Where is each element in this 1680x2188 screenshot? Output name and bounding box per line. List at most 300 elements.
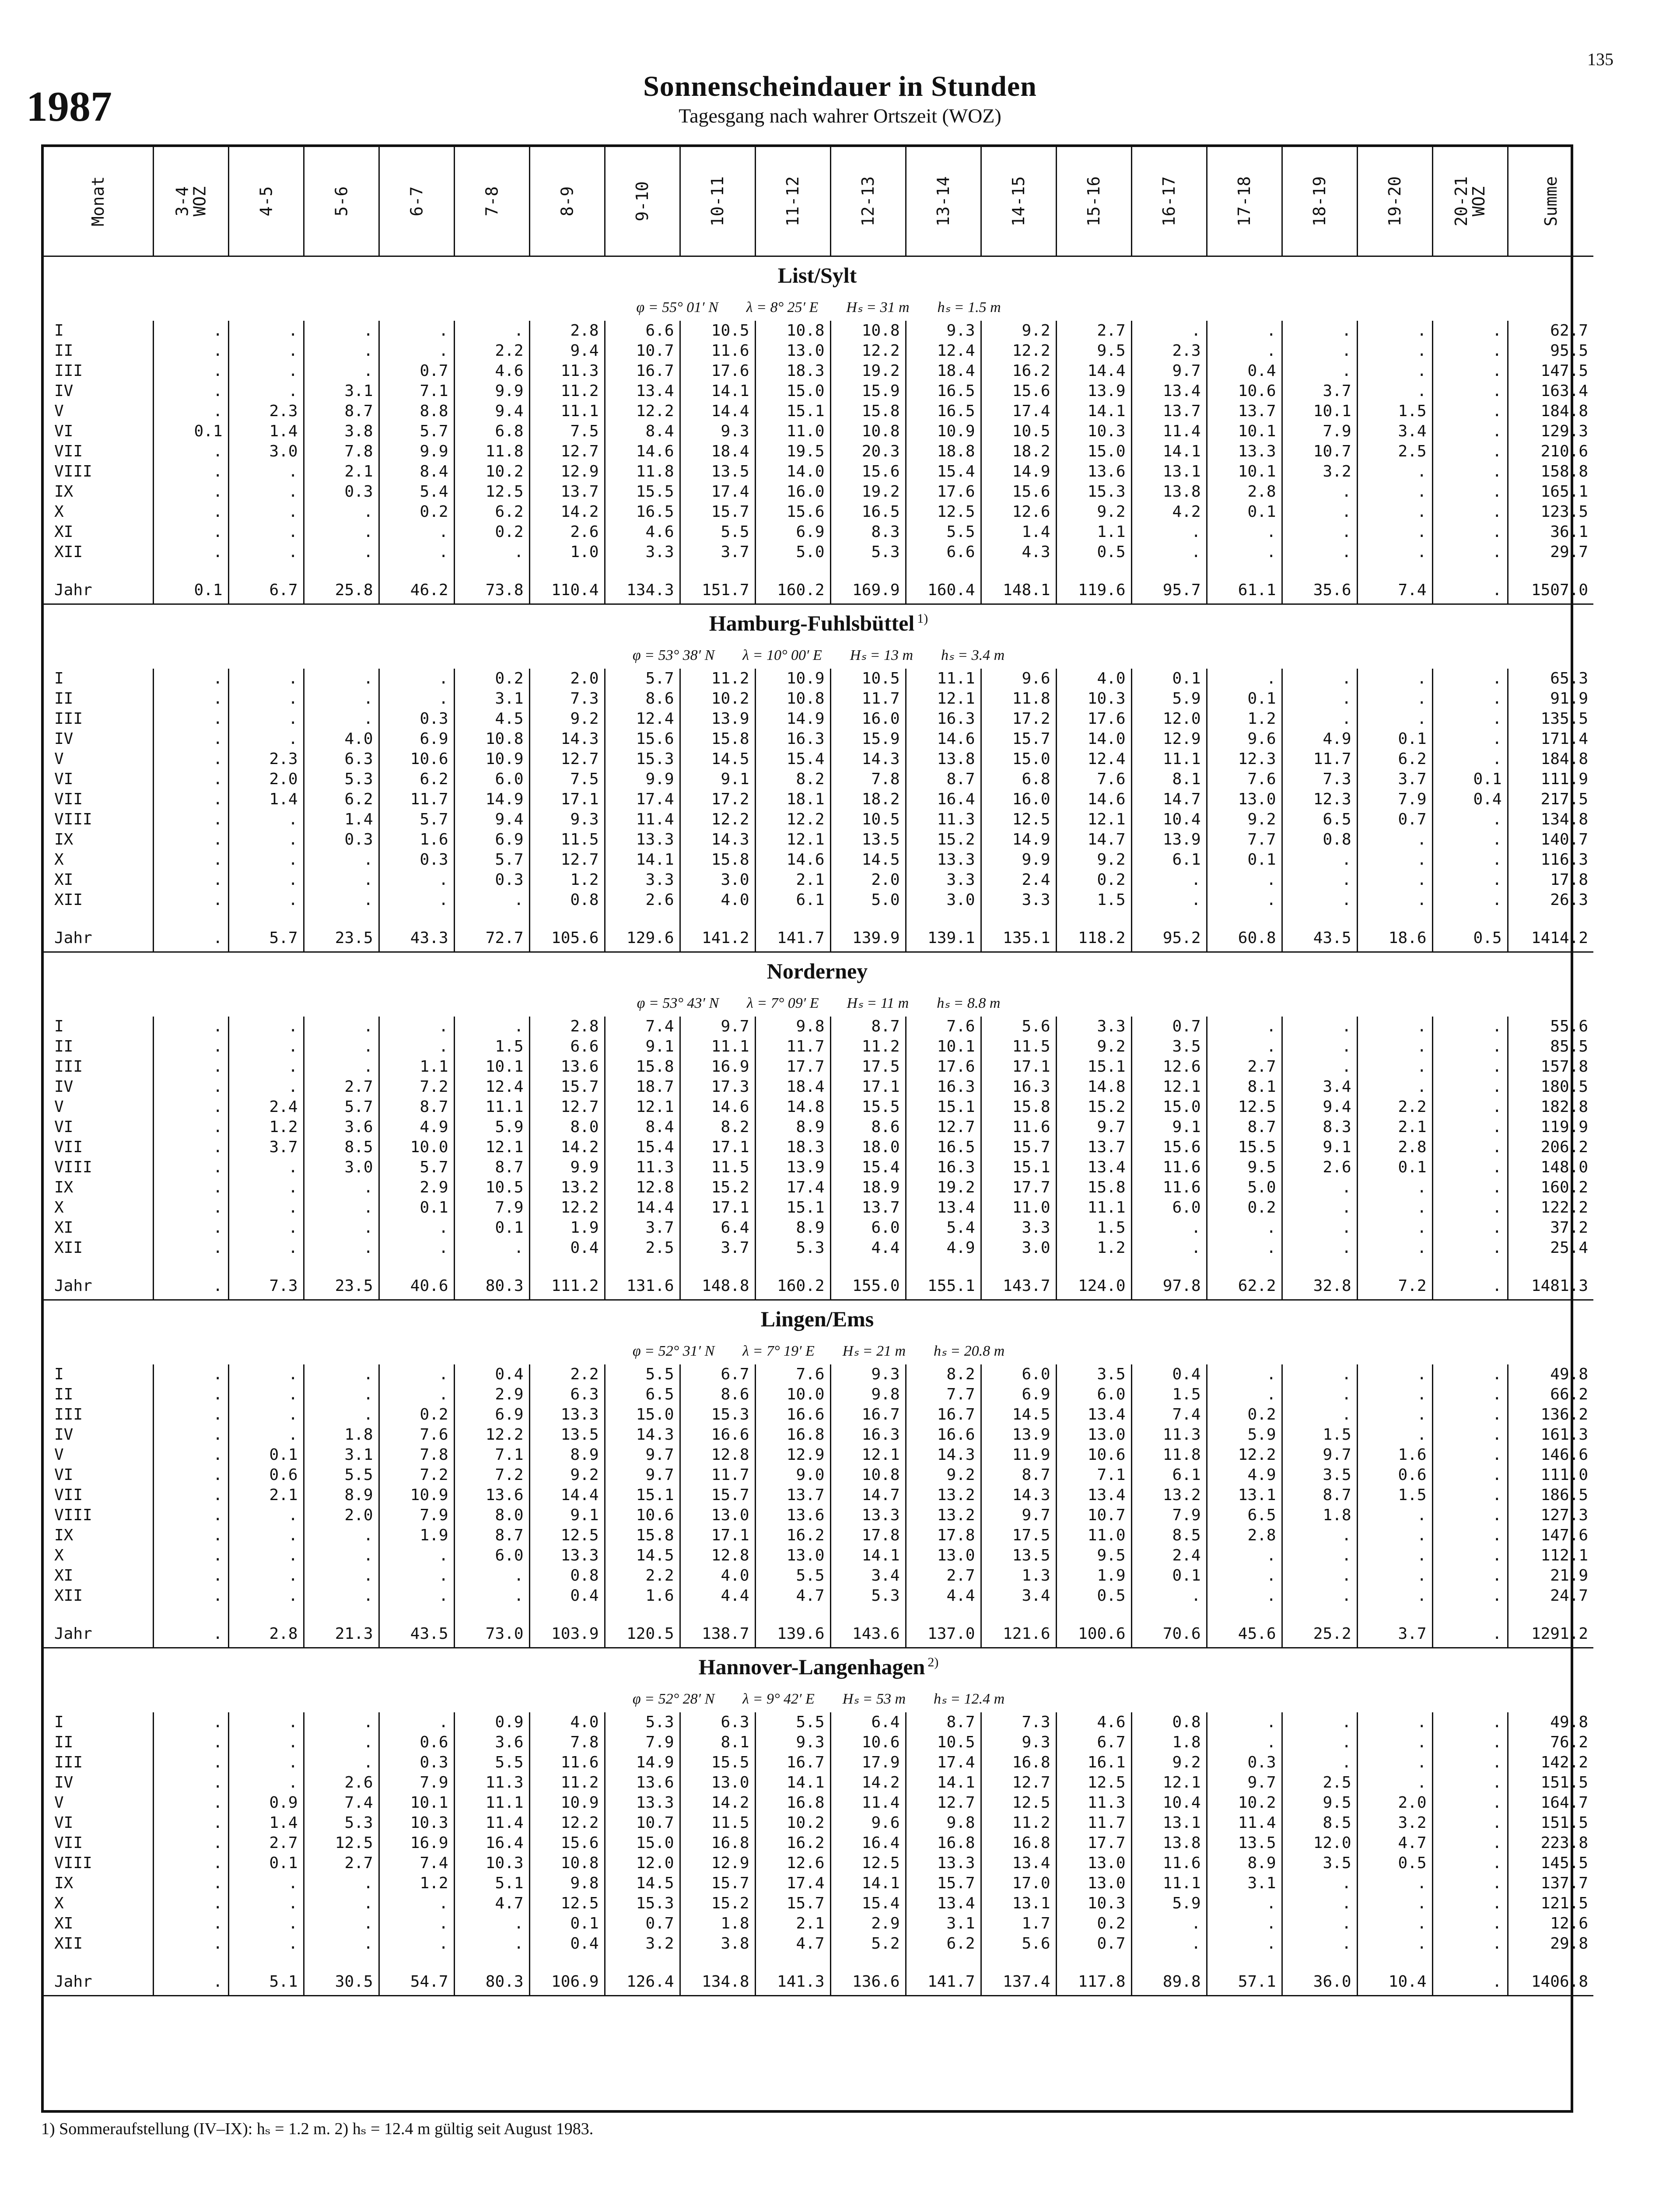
- column-header-label: 19-20: [1385, 176, 1404, 227]
- hour-cell: .: [1432, 1238, 1508, 1258]
- hour-cell: 1.8: [680, 1914, 755, 1934]
- hour-cell: 2.3: [228, 749, 304, 769]
- hour-cell: 4.7: [755, 1934, 830, 1954]
- hour-cell: .: [228, 1505, 304, 1525]
- hour-cell: 10.4: [1357, 1969, 1432, 1996]
- hour-cell: 13.5: [680, 462, 755, 482]
- hour-cell: 141.7: [755, 925, 830, 952]
- column-header-label: 8-9: [557, 186, 577, 217]
- hour-cell: 13.0: [1207, 789, 1282, 810]
- hour-cell: .: [379, 870, 454, 890]
- hour-cell: .: [228, 1773, 304, 1793]
- hour-cell: .: [379, 1385, 454, 1405]
- hour-cell: 13.9: [1056, 381, 1131, 401]
- hour-cell: .: [228, 1525, 304, 1546]
- hour-cell: 12.9: [680, 1853, 755, 1873]
- hour-cell: 13.7: [529, 482, 605, 502]
- hour-cell: .: [153, 1586, 228, 1606]
- hour-cell: .: [153, 1914, 228, 1934]
- hour-cell: .: [1432, 1178, 1508, 1198]
- month-row: [44, 1198, 1593, 1218]
- hour-cell: .: [304, 502, 379, 522]
- hour-cell: 8.1: [1131, 769, 1207, 789]
- hour-cell: 6.4: [680, 1218, 755, 1238]
- column-header-label: 3-4 WOZ: [172, 186, 209, 217]
- hour-cell: .: [228, 1178, 304, 1198]
- hour-cell: .: [1282, 1934, 1357, 1954]
- hour-cell: 14.3: [906, 1445, 981, 1465]
- column-header-hour: [605, 147, 680, 256]
- hour-cell: 106.9: [529, 1969, 605, 1996]
- hour-cell: 4.9: [1282, 729, 1357, 749]
- hour-cell: 11.4: [605, 810, 680, 830]
- spacer-cell: [1282, 1954, 1357, 1969]
- hour-cell: .: [1432, 1465, 1508, 1485]
- hour-cell: 4.0: [304, 729, 379, 749]
- hour-cell: 12.2: [755, 810, 830, 830]
- hour-cell: 0.4: [454, 1364, 529, 1385]
- hour-cell: .: [1432, 1157, 1508, 1178]
- hour-cell: 2.2: [454, 341, 529, 361]
- hour-cell: 7.4: [379, 1853, 454, 1873]
- spacer-cell: [44, 910, 153, 925]
- spacer-row: [44, 562, 1593, 577]
- hour-cell: 2.8: [1207, 482, 1282, 502]
- hour-cell: 0.2: [1207, 1198, 1282, 1218]
- hour-cell: 18.3: [755, 361, 830, 381]
- hour-cell: 4.0: [529, 1712, 605, 1732]
- month-label: VI: [54, 1118, 74, 1136]
- hour-cell: .: [1357, 482, 1432, 502]
- hour-cell: .: [304, 522, 379, 542]
- month-label: XII: [54, 891, 83, 909]
- hour-cell: 9.7: [1207, 1773, 1282, 1793]
- hour-cell: 0.5: [1432, 925, 1508, 952]
- hour-cell: .: [1432, 1385, 1508, 1405]
- hour-cell: 2.0: [1357, 1793, 1432, 1813]
- hour-cell: 15.0: [981, 749, 1056, 769]
- month-label: XI: [54, 1567, 74, 1585]
- sum-cell: 180.5: [1508, 1077, 1593, 1097]
- hour-cell: .: [1357, 1218, 1432, 1238]
- hour-cell: 12.0: [1282, 1833, 1357, 1853]
- hour-cell: .: [153, 1712, 228, 1732]
- column-header-hour: [379, 147, 454, 256]
- hour-cell: .: [228, 381, 304, 401]
- hour-cell: 9.2: [1207, 810, 1282, 830]
- hour-cell: 0.3: [454, 870, 529, 890]
- hour-cell: .: [153, 1097, 228, 1117]
- hour-cell: 6.0: [981, 1364, 1056, 1385]
- sum-cell: 136.2: [1508, 1405, 1593, 1425]
- sum-cell: 147.6: [1508, 1525, 1593, 1546]
- hour-cell: 15.8: [830, 401, 906, 421]
- hour-cell: 12.1: [906, 689, 981, 709]
- hour-cell: 139.6: [755, 1621, 830, 1648]
- hour-cell: 134.8: [680, 1969, 755, 1996]
- station-coord-value: Hₛ = 53 m: [842, 1691, 906, 1707]
- hour-cell: 13.3: [1207, 442, 1282, 462]
- hour-cell: .: [1357, 1385, 1432, 1405]
- hour-cell: 0.1: [529, 1914, 605, 1934]
- station-coord-value: φ = 55° 01′ N: [636, 299, 718, 316]
- spacer-cell: [680, 910, 755, 925]
- hour-cell: 11.3: [605, 1157, 680, 1178]
- month-row: [44, 1057, 1593, 1077]
- hour-cell: 11.2: [680, 669, 755, 689]
- hour-cell: .: [304, 1198, 379, 1218]
- hour-cell: .: [1357, 1405, 1432, 1425]
- hour-cell: .: [1432, 1546, 1508, 1566]
- hour-cell: .: [1432, 1137, 1508, 1157]
- hour-cell: 5.2: [830, 1934, 906, 1954]
- hour-cell: 2.0: [529, 669, 605, 689]
- hour-cell: 7.5: [529, 421, 605, 442]
- spacer-cell: [1508, 562, 1593, 577]
- spacer-cell: [1282, 910, 1357, 925]
- spacer-cell: [981, 1258, 1056, 1273]
- month-label: Jahr: [44, 577, 153, 604]
- hour-cell: 169.9: [830, 577, 906, 604]
- spacer-cell: [1056, 910, 1131, 925]
- hour-cell: .: [153, 1753, 228, 1773]
- hour-cell: 15.2: [680, 1178, 755, 1198]
- hour-cell: 43.5: [379, 1621, 454, 1648]
- hour-cell: 9.7: [605, 1465, 680, 1485]
- hour-cell: .: [304, 1546, 379, 1566]
- hour-cell: 23.5: [304, 925, 379, 952]
- hour-cell: 0.4: [529, 1586, 605, 1606]
- hour-cell: 17.8: [906, 1525, 981, 1546]
- hour-cell: 10.1: [1282, 401, 1357, 421]
- hour-cell: 7.9: [379, 1505, 454, 1525]
- spacer-cell: [906, 1258, 981, 1273]
- hour-cell: 0.5: [1357, 1853, 1432, 1873]
- hour-cell: 13.8: [1131, 1833, 1207, 1853]
- column-header-label: 16-17: [1159, 176, 1179, 227]
- hour-cell: .: [304, 542, 379, 562]
- hour-cell: .: [153, 925, 228, 952]
- hour-cell: 12.2: [529, 1198, 605, 1218]
- hour-cell: .: [1131, 1934, 1207, 1954]
- hour-cell: 1.4: [304, 810, 379, 830]
- hour-cell: 15.6: [830, 462, 906, 482]
- hour-cell: 73.8: [454, 577, 529, 604]
- hour-cell: .: [1207, 321, 1282, 341]
- hour-cell: 16.4: [454, 1833, 529, 1853]
- month-row: [44, 1465, 1593, 1485]
- hour-cell: 9.1: [680, 769, 755, 789]
- spacer-cell: [1508, 910, 1593, 925]
- hour-cell: 2.5: [1282, 1773, 1357, 1793]
- hour-cell: 13.4: [1056, 1157, 1131, 1178]
- hour-cell: 160.2: [755, 577, 830, 604]
- hour-cell: 8.1: [680, 1732, 755, 1753]
- hour-cell: 18.4: [680, 442, 755, 462]
- spacer-cell: [1282, 1258, 1357, 1273]
- hour-cell: .: [1282, 1364, 1357, 1385]
- hour-cell: 5.0: [830, 890, 906, 910]
- station-coord-value: Hₛ = 31 m: [846, 299, 910, 316]
- hour-cell: 2.8: [529, 1017, 605, 1037]
- hour-cell: 3.0: [228, 442, 304, 462]
- hour-cell: 12.5: [304, 1833, 379, 1853]
- hour-cell: 9.6: [830, 1813, 906, 1833]
- hour-cell: 1.1: [379, 1057, 454, 1077]
- hour-cell: .: [454, 1566, 529, 1586]
- month-row: [44, 1137, 1593, 1157]
- hour-cell: .: [1432, 709, 1508, 729]
- hour-cell: .: [1432, 522, 1508, 542]
- hour-cell: 97.8: [1131, 1273, 1207, 1300]
- hour-cell: 14.6: [755, 850, 830, 870]
- month-row: [44, 830, 1593, 850]
- spacer-cell: [304, 1606, 379, 1621]
- hour-cell: 16.5: [605, 502, 680, 522]
- station-coord-value: hₛ = 8.8 m: [937, 995, 1001, 1011]
- hour-cell: 8.5: [1131, 1525, 1207, 1546]
- spacer-cell: [906, 1606, 981, 1621]
- hour-cell: .: [153, 810, 228, 830]
- hour-cell: .: [1207, 341, 1282, 361]
- hour-cell: 72.7: [454, 925, 529, 952]
- hour-cell: 9.5: [1056, 1546, 1131, 1566]
- hour-cell: 6.1: [1131, 850, 1207, 870]
- spacer-cell: [529, 1954, 605, 1969]
- spacer-cell: [605, 910, 680, 925]
- hour-cell: 134.3: [605, 577, 680, 604]
- hour-cell: 7.6: [379, 1425, 454, 1445]
- hour-cell: .: [1282, 361, 1357, 381]
- spacer-cell: [1207, 1258, 1282, 1273]
- hour-cell: 15.2: [680, 1893, 755, 1914]
- station-coords: [44, 1685, 1593, 1712]
- hour-cell: 17.5: [981, 1525, 1056, 1546]
- column-header-hour: [1207, 147, 1282, 256]
- hour-cell: .: [153, 729, 228, 749]
- hour-cell: 12.5: [830, 1853, 906, 1873]
- spacer-cell: [454, 1954, 529, 1969]
- hour-cell: 4.6: [454, 361, 529, 381]
- month-label: XI: [54, 1219, 74, 1237]
- hour-cell: 13.7: [830, 1198, 906, 1218]
- hour-cell: 4.7: [755, 1586, 830, 1606]
- hour-cell: 2.8: [228, 1621, 304, 1648]
- sum-cell: 137.7: [1508, 1873, 1593, 1893]
- hour-cell: 13.0: [680, 1505, 755, 1525]
- hour-cell: 14.1: [605, 850, 680, 870]
- hour-cell: 9.3: [830, 1364, 906, 1385]
- hour-cell: 6.7: [680, 1364, 755, 1385]
- hour-cell: 15.7: [680, 1873, 755, 1893]
- spacer-cell: [379, 1606, 454, 1621]
- hour-cell: .: [304, 1893, 379, 1914]
- month-row: [44, 1833, 1593, 1853]
- hour-cell: .: [379, 542, 454, 562]
- hour-cell: 13.2: [529, 1178, 605, 1198]
- month-row: [44, 1385, 1593, 1405]
- hour-cell: .: [228, 669, 304, 689]
- hour-cell: 141.2: [680, 925, 755, 952]
- sum-cell: 85.5: [1508, 1037, 1593, 1057]
- hour-cell: .: [228, 1077, 304, 1097]
- hour-cell: 6.2: [906, 1934, 981, 1954]
- hour-cell: 9.3: [981, 1732, 1056, 1753]
- hour-cell: .: [153, 1969, 228, 1996]
- hour-cell: 0.2: [379, 502, 454, 522]
- hour-cell: 5.5: [755, 1712, 830, 1732]
- hour-cell: .: [379, 1934, 454, 1954]
- hour-cell: .: [228, 830, 304, 850]
- hour-cell: 43.3: [379, 925, 454, 952]
- hour-cell: .: [228, 1914, 304, 1934]
- hour-cell: 14.4: [605, 1198, 680, 1218]
- hour-cell: 11.0: [755, 421, 830, 442]
- hour-cell: .: [1357, 1732, 1432, 1753]
- hour-cell: 5.9: [454, 1117, 529, 1137]
- hour-cell: .: [1282, 1238, 1357, 1258]
- hour-cell: 0.2: [1207, 1405, 1282, 1425]
- hour-cell: 2.7: [1056, 321, 1131, 341]
- hour-cell: 6.9: [379, 729, 454, 749]
- column-header-label: 15-16: [1084, 176, 1103, 227]
- hour-cell: .: [1282, 1525, 1357, 1546]
- hour-cell: .: [379, 1037, 454, 1057]
- hour-cell: .: [304, 1525, 379, 1546]
- hour-cell: 2.4: [981, 870, 1056, 890]
- month-row: [44, 421, 1593, 442]
- hour-cell: 19.2: [906, 1178, 981, 1198]
- hour-cell: 3.7: [1357, 1621, 1432, 1648]
- month-row: [44, 542, 1593, 562]
- hour-cell: .: [228, 850, 304, 870]
- hour-cell: 16.6: [906, 1425, 981, 1445]
- hour-cell: .: [153, 1893, 228, 1914]
- hour-cell: 17.8: [830, 1525, 906, 1546]
- hour-cell: 9.9: [981, 850, 1056, 870]
- station-name-cell: [44, 1648, 1593, 1686]
- hour-cell: 1.4: [228, 1813, 304, 1833]
- hour-cell: .: [1432, 870, 1508, 890]
- hour-cell: 0.2: [454, 669, 529, 689]
- hour-cell: 1.2: [228, 1117, 304, 1137]
- hour-cell: 14.6: [1056, 789, 1131, 810]
- hour-cell: 8.8: [379, 401, 454, 421]
- spacer-cell: [1432, 562, 1508, 577]
- hour-cell: 12.3: [1282, 789, 1357, 810]
- month-label: V: [54, 402, 64, 420]
- spacer-cell: [680, 1606, 755, 1621]
- station-coords-row: [44, 294, 1593, 321]
- hour-cell: .: [153, 462, 228, 482]
- hour-cell: .: [379, 321, 454, 341]
- month-row: [44, 1425, 1593, 1445]
- hour-cell: .: [228, 709, 304, 729]
- hour-cell: 12.9: [755, 1445, 830, 1465]
- month-label: I: [54, 322, 64, 340]
- hour-cell: 2.2: [1357, 1097, 1432, 1117]
- hour-cell: 9.9: [529, 1157, 605, 1178]
- hour-cell: 6.0: [454, 769, 529, 789]
- hour-cell: 0.1: [1131, 669, 1207, 689]
- hour-cell: .: [1432, 1097, 1508, 1117]
- hour-cell: .: [304, 1037, 379, 1057]
- hour-cell: .: [304, 1017, 379, 1037]
- spacer-cell: [304, 1258, 379, 1273]
- hour-cell: .: [304, 321, 379, 341]
- hour-cell: 0.8: [1131, 1712, 1207, 1732]
- hour-cell: 15.4: [830, 1157, 906, 1178]
- hour-cell: 0.1: [228, 1445, 304, 1465]
- hour-cell: 6.5: [605, 1385, 680, 1405]
- spacer-cell: [304, 562, 379, 577]
- hour-cell: 11.7: [830, 689, 906, 709]
- hour-cell: 8.3: [1282, 1117, 1357, 1137]
- hour-cell: 5.1: [228, 1969, 304, 1996]
- hour-cell: 12.8: [680, 1546, 755, 1566]
- hour-cell: 7.9: [454, 1198, 529, 1218]
- hour-cell: .: [1357, 1505, 1432, 1525]
- hour-cell: .: [153, 1873, 228, 1893]
- hour-cell: 15.8: [680, 850, 755, 870]
- month-row: [44, 749, 1593, 769]
- hour-cell: 148.8: [680, 1273, 755, 1300]
- hour-cell: .: [153, 542, 228, 562]
- hour-cell: .: [1432, 1273, 1508, 1300]
- hour-cell: 4.9: [1207, 1465, 1282, 1485]
- hour-cell: .: [1432, 1773, 1508, 1793]
- sum-cell: 171.4: [1508, 729, 1593, 749]
- hour-cell: 13.0: [1056, 1853, 1131, 1873]
- hour-cell: 0.8: [1282, 830, 1357, 850]
- hour-cell: 9.9: [605, 769, 680, 789]
- hour-cell: 11.7: [680, 1465, 755, 1485]
- hour-cell: 13.1: [1207, 1485, 1282, 1505]
- hour-cell: 14.8: [755, 1097, 830, 1117]
- hour-cell: .: [304, 1934, 379, 1954]
- hour-cell: 10.5: [830, 810, 906, 830]
- hour-cell: 17.4: [680, 482, 755, 502]
- hour-cell: 10.5: [454, 1178, 529, 1198]
- hour-cell: 3.0: [906, 890, 981, 910]
- station-coord-value: hₛ = 20.8 m: [934, 1343, 1005, 1359]
- hour-cell: 2.8: [529, 321, 605, 341]
- spacer-cell: [379, 1954, 454, 1969]
- station-coord-value: hₛ = 12.4 m: [934, 1691, 1005, 1707]
- hour-cell: 7.9: [1357, 789, 1432, 810]
- hour-cell: .: [153, 1017, 228, 1037]
- hour-cell: .: [304, 1178, 379, 1198]
- month-row: [44, 1934, 1593, 1954]
- hour-cell: 5.9: [1131, 689, 1207, 709]
- spacer-cell: [454, 910, 529, 925]
- hour-cell: .: [1432, 1017, 1508, 1037]
- hour-cell: 80.3: [454, 1969, 529, 1996]
- hour-cell: 15.3: [605, 749, 680, 769]
- hour-cell: 14.1: [680, 381, 755, 401]
- hour-cell: 1.1: [1056, 522, 1131, 542]
- hour-cell: 5.3: [304, 769, 379, 789]
- hour-cell: 16.8: [755, 1425, 830, 1445]
- hour-cell: 12.2: [454, 1425, 529, 1445]
- spacer-cell: [454, 562, 529, 577]
- hour-cell: 2.7: [304, 1853, 379, 1873]
- hour-cell: .: [1207, 1934, 1282, 1954]
- column-header-month: [44, 147, 153, 256]
- spacer-cell: [44, 1954, 153, 1969]
- hour-cell: .: [153, 522, 228, 542]
- month-label: XII: [54, 543, 83, 561]
